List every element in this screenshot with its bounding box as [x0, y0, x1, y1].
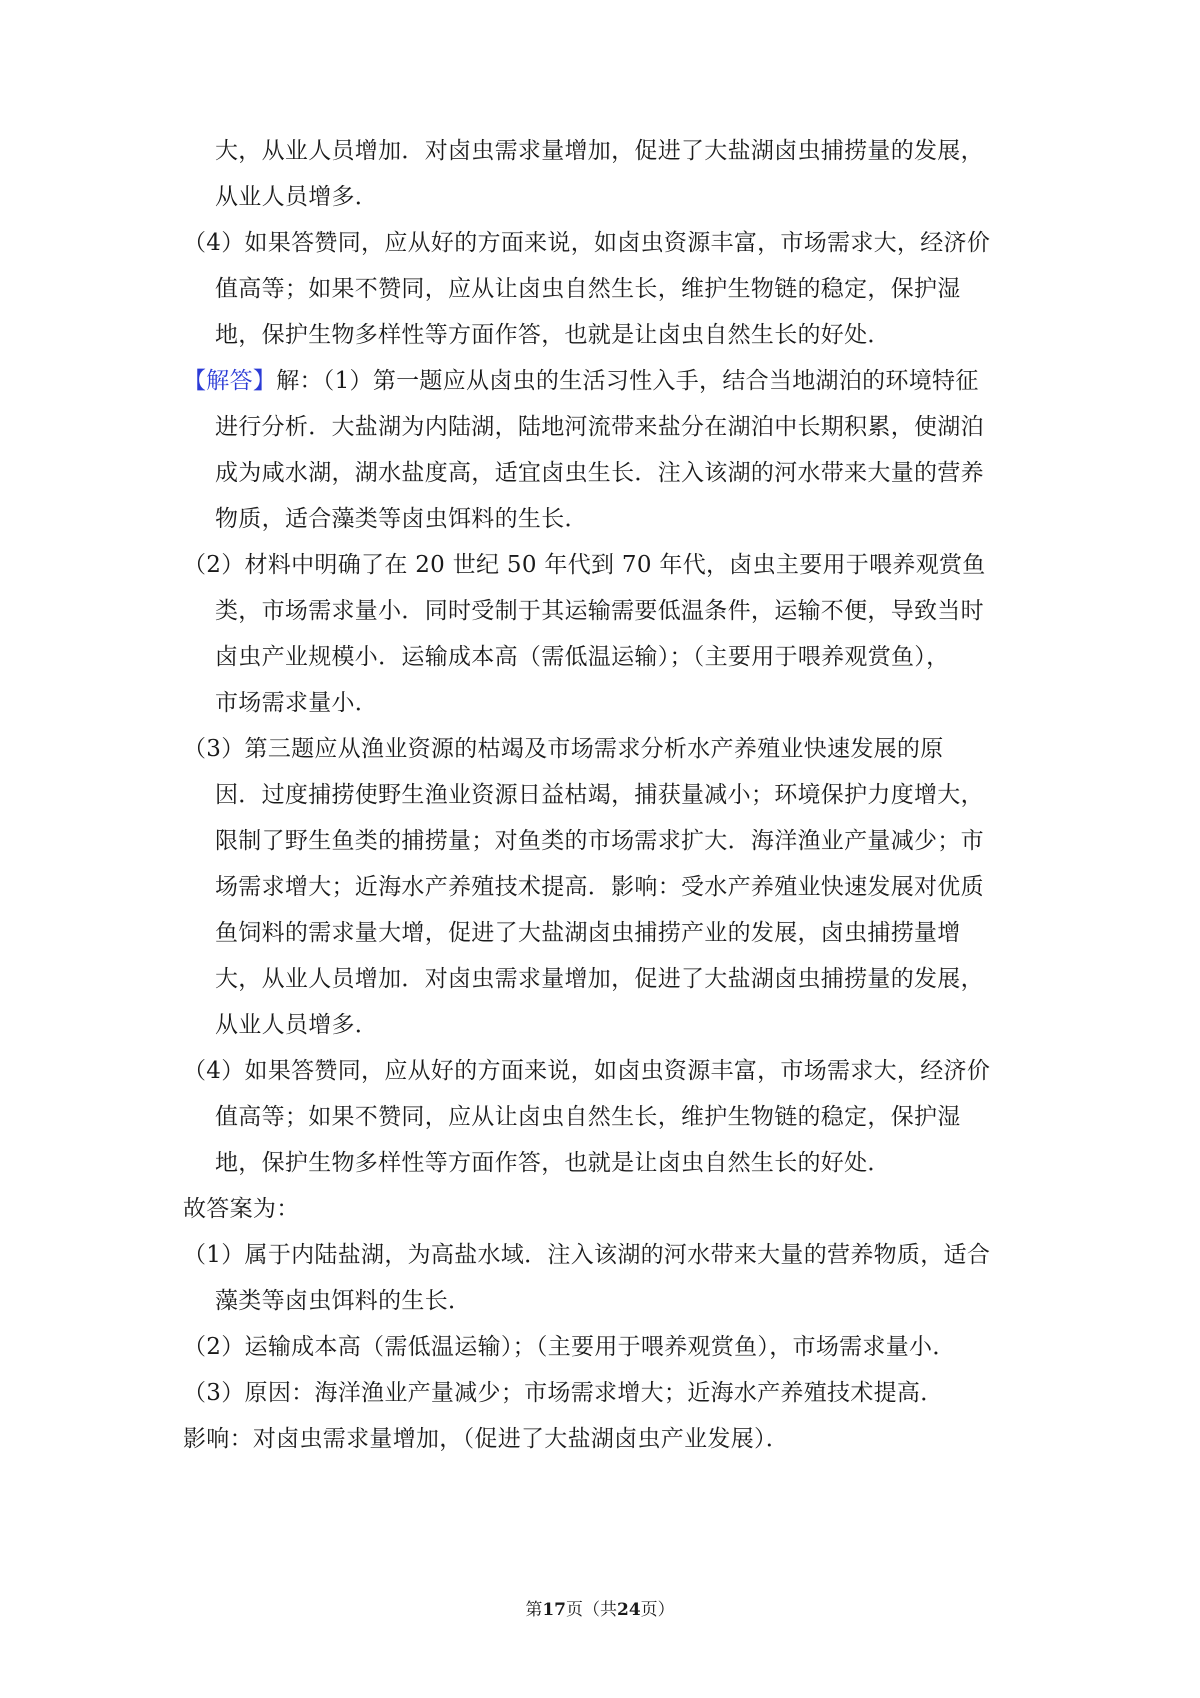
- answer-heading-line: [183, 361, 979, 401]
- text-line: 故答案为：: [183, 1196, 300, 1222]
- text-line: 地，保护生物多样性等方面作答，也就是让卤虫自然生长的好处．: [215, 1150, 891, 1176]
- footer-middle: 页（共: [566, 1600, 617, 1620]
- text-line: 成为咸水湖，湖水盐度高，适宜卤虫生长．注入该湖的河水带来大量的营养: [215, 460, 984, 486]
- text-line: 地，保护生物多样性等方面作答，也就是让卤虫自然生长的好处．: [215, 322, 891, 348]
- text-line: 类，市场需求量小．同时受制于其运输需要低温条件，运输不便，导致当时: [215, 598, 984, 624]
- text-line: （1）属于内陆盐湖，为高盐水域．注入该湖的河水带来大量的营养物质，适合: [183, 1242, 991, 1268]
- page-footer: [0, 1599, 1200, 1621]
- text-line: （3）原因：海洋渔业产量减少；市场需求增大；近海水产养殖技术提高．: [183, 1380, 944, 1406]
- text-line: 藻类等卤虫饵料的生长．: [215, 1288, 472, 1314]
- text-line: 物质，适合藻类等卤虫饵料的生长．: [215, 506, 588, 532]
- text-line: （2）运输成本高（需低温运输）；（主要用于喂养观赏鱼），市场需求量小．: [183, 1334, 956, 1360]
- text-line: 市场需求量小．: [215, 690, 379, 716]
- footer-prefix: 第: [525, 1600, 543, 1620]
- footer-page-number: 17: [542, 1600, 566, 1620]
- text-line: 值高等；如果不赞同，应从让卤虫自然生长，维护生物链的稳定，保护湿: [215, 276, 961, 302]
- text-line: 从业人员增多．: [215, 184, 379, 210]
- text-line: （2）材料中明确了在 20 世纪 50 年代到 70 年代，卤虫主要用于喂养观赏鱼: [183, 552, 986, 578]
- footer-total-pages: 24: [617, 1600, 641, 1620]
- text-line: 影响：对卤虫需求量增加，（促进了大盐湖卤虫产业发展）．: [183, 1426, 790, 1452]
- text-line: （3）第三题应从渔业资源的枯竭及市场需求分析水产养殖业快速发展的原: [183, 736, 944, 762]
- text-line: 从业人员增多．: [215, 1012, 379, 1038]
- text-line: 值高等；如果不赞同，应从让卤虫自然生长，维护生物链的稳定，保护湿: [215, 1104, 961, 1130]
- text-line: 场需求增大；近海水产养殖技术提高．影响：受水产养殖业快速发展对优质: [215, 874, 984, 900]
- text-line: 因．过度捕捞使野生渔业资源日益枯竭，捕获量减小；环境保护力度增大，: [215, 782, 984, 808]
- text-line: 鱼饲料的需求量大增，促进了大盐湖卤虫捕捞产业的发展，卤虫捕捞量增: [215, 920, 961, 946]
- text-line: （4）如果答赞同，应从好的方面来说，如卤虫资源丰富，市场需求大，经济价: [183, 1058, 991, 1084]
- text-line: 大，从业人员增加．对卤虫需求量增加，促进了大盐湖卤虫捕捞量的发展，: [215, 138, 984, 164]
- text-line: 卤虫产业规模小．运输成本高（需低温运输）；（主要用于喂养观赏鱼），: [215, 644, 950, 670]
- answer-line-text: 解：（1）第一题应从卤虫的生活习性入手，结合当地湖泊的环境特征: [276, 368, 979, 394]
- text-line: 限制了野生鱼类的捕捞量；对鱼类的市场需求扩大．海洋渔业产量减少；市: [215, 828, 984, 854]
- text-line: 大，从业人员增加．对卤虫需求量增加，促进了大盐湖卤虫捕捞量的发展，: [215, 966, 984, 992]
- text-line: （4）如果答赞同，应从好的方面来说，如卤虫资源丰富，市场需求大，经济价: [183, 230, 991, 256]
- footer-suffix: 页）: [640, 1600, 675, 1620]
- text-line: 进行分析．大盐湖为内陆湖，陆地河流带来盐分在湖泊中长期积累，使湖泊: [215, 414, 984, 440]
- answer-tag: 【解答】: [183, 368, 277, 394]
